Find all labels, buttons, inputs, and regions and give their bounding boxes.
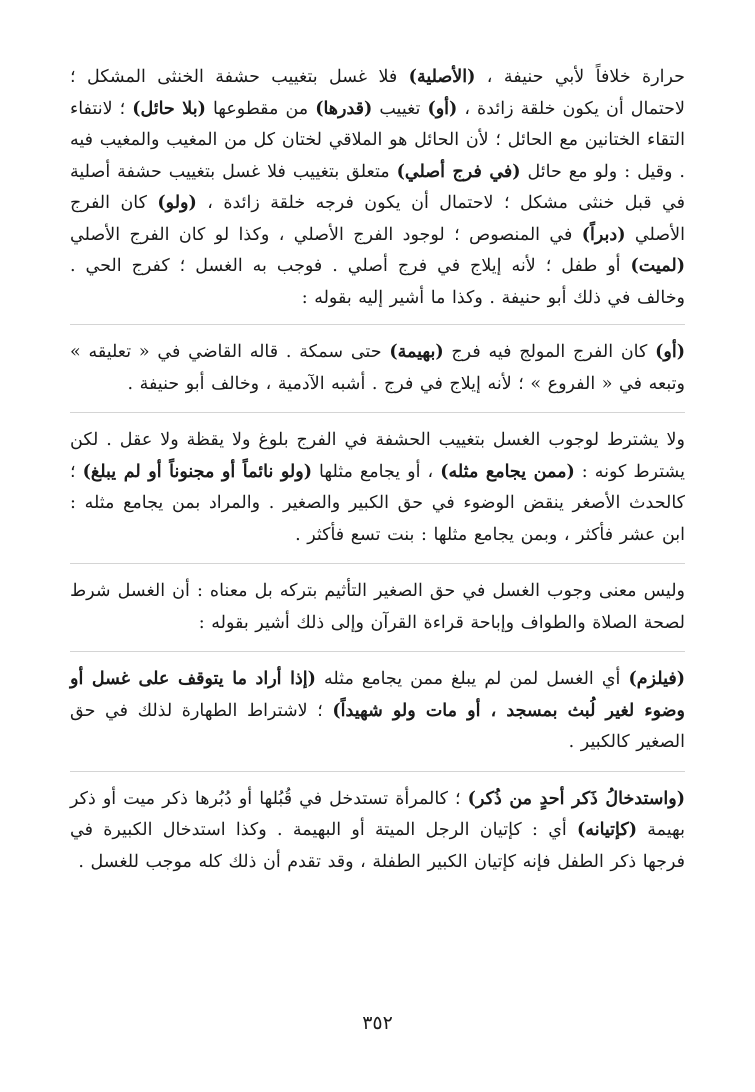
bold-run: (قدرها) — [315, 98, 373, 119]
bold-run: (إذا أراد ما يتوقف على غسل أو وضوء لغير لُبث بمسجد ، أو مات ولو شهيداً) — [70, 669, 685, 721]
text-run: في المنصوص ؛ لوجود الفرج الأصلي ، وكذا لو كان الفرج الأصلي — [70, 224, 582, 245]
divider — [70, 324, 685, 325]
divider — [70, 563, 685, 564]
paragraph-1 — [70, 62, 685, 314]
bold-run: (فيلزم) — [628, 669, 685, 689]
paragraph-3 — [70, 425, 685, 551]
text-run: فلا غسل بتغييب حشفة الخنثى المشكل ؛ لاحتمال أن يكون خلقة زائدة ، — [70, 67, 685, 119]
text-run: أي : كإتيان الرجل الميتة أو البهيمة . وكذا استدخال الكبيرة في فرجها ذكر الطفل فإنه كإتيان الكبير الطفلة ، وقد تقدم أن ذلك كله موجب للغسل . — [70, 820, 685, 872]
divider — [70, 412, 685, 413]
text-run: أو طفل ؛ لأنه إيلاج في فرج أصلي . فوجب به الغسل ؛ كفرج الحي . وخالف في ذلك أبو حنيفة . وكذا ما أشير إليه بقوله : — [70, 256, 685, 308]
bold-run: (لميت) — [630, 256, 685, 276]
bold-run: (بلا حائل) — [132, 98, 206, 119]
paragraph-5 — [70, 664, 685, 759]
text-run: كان الفرج المولج فيه فرج — [443, 342, 656, 362]
paragraph-2 — [70, 337, 685, 400]
text-run: ؛ لاشتراط الطهارة لذلك في حق الصغير كالكبير . — [70, 700, 685, 752]
bold-run: (ممن يجامع مثله) — [440, 461, 575, 482]
text-run: تغييب — [372, 98, 428, 119]
text-run: ؛ لانتفاء التقاء الختانين مع الحائل ؛ لأن الحائل هو الملاقي لختان كل من المغيب والمغيب فيه . وقيل : ولو مع حائل — [70, 98, 685, 182]
bold-run: (واستدخالُ ذَكر أحدٍ من ذُكر) — [467, 788, 685, 809]
text-run: متعلق بتغييب فلا غسل بتغييب حشفة أصلية في قبل خنثى مشكل ؛ لاحتمال أن يكون فرجه خلقة زائدة ، — [70, 161, 685, 213]
text-run: وليس معنى وجوب الغسل في حق الصغير التأثيم بتركه بل معناه : أن الغسل شرط لصحة الصلاة والطواف وإباحة قراءة القرآن وإلى ذلك أشير بقوله : — [70, 581, 685, 633]
bold-run: (دبراً) — [581, 224, 626, 245]
bold-run: (كإتيانه) — [577, 820, 637, 840]
paragraph-6 — [70, 784, 685, 879]
text-run: ؛ كالحدث الأصغر ينقض الوضوء في حق الكبير والصغير . والمراد بمن يجامع مثله : ابن عشر فأكثر ، وبمن يجامع مثلها : بنت تسع فأكثر . — [70, 461, 685, 545]
bold-run: (ولو) — [157, 193, 197, 213]
divider — [70, 771, 685, 772]
text-run: أي الغسل لمن لم يبلغ ممن يجامع مثله — [315, 669, 629, 689]
text-run: كان الفرج الأصلي — [70, 193, 685, 245]
bold-run: (الأصلية) — [408, 67, 476, 87]
divider — [70, 651, 685, 652]
bold-run: (أو) — [655, 342, 686, 362]
bold-run: (أو) — [427, 98, 458, 119]
bold-run: (ولو نائماً أو مجنوناً أو لم يبلغ) — [82, 461, 312, 482]
text-run: من مقطوعها — [205, 98, 316, 119]
text-run: ؛ كالمرأة تستدخل في قُبُلها أو دُبُرها ذكر ميت أو ذكر بهيمة — [70, 788, 685, 840]
page-number: ٣٥٢ — [362, 1012, 393, 1034]
paragraph-4 — [70, 576, 685, 639]
text-run: حتى سمكة . قاله القاضي في « تعليقه » وتبعه في « الفروع » ؛ لأنه إيلاج في فرج . أشبه الآدمية ، وخالف أبو حنيفة . — [70, 342, 685, 394]
text-run: ولا يشترط لوجوب الغسل بتغييب الحشفة في الفرج بلوغ ولا يقظة ولا عقل . لكن يشترط كونه : — [70, 430, 685, 482]
text-run: حرارة خلافاً لأبي حنيفة ، — [475, 67, 685, 87]
bold-run: (بهيمة) — [389, 342, 444, 362]
text-run: ، أو يجامع مثلها — [312, 461, 441, 482]
bold-run: (في فرج أصلي) — [396, 161, 521, 182]
